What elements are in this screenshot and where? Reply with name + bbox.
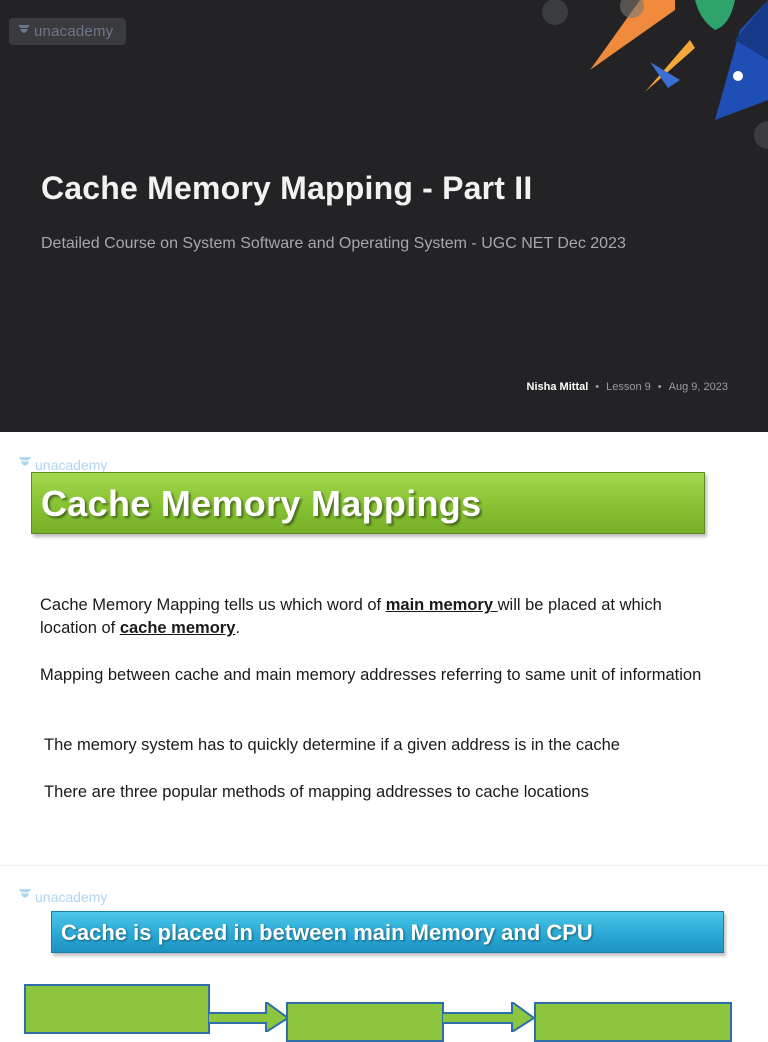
- separator-dot: •: [657, 381, 662, 393]
- paragraph-memory-system: The memory system has to quickly determine if a given address is in the cache: [44, 736, 620, 754]
- lesson-number: Lesson 9: [606, 381, 651, 393]
- paragraph-three-methods: There are three popular methods of mapping addresses to cache locations: [44, 783, 589, 801]
- slide-cache-placement: [0, 865, 768, 1024]
- course-subtitle: Detailed Course on System Software and Operating System - UGC NET Dec 2023: [41, 235, 626, 252]
- lesson-date: Aug 9, 2023: [668, 381, 728, 393]
- lesson-title: Cache Memory Mapping - Part II: [41, 170, 533, 206]
- slide-heading: Cache Memory Mappings: [41, 483, 482, 524]
- diagram-block-main-memory: [24, 984, 210, 1034]
- text-run: Cache Memory Mapping tells us which word of: [40, 596, 386, 614]
- paragraph-mapping: Mapping between cache and main memory addresses referring to same unit of information: [40, 666, 702, 684]
- diagram-block-cache: [286, 1002, 444, 1042]
- unacademy-watermark: [17, 888, 107, 905]
- watermark-text: unacademy: [35, 456, 108, 473]
- term-cache-memory: cache memory: [119, 619, 236, 637]
- paragraph-definition: [40, 594, 720, 640]
- text-run: .: [235, 619, 240, 637]
- arrow-right-icon: [208, 1002, 290, 1032]
- separator-dot: •: [595, 381, 600, 393]
- unacademy-logo-icon: [17, 456, 33, 473]
- unacademy-logo-icon: [17, 888, 33, 905]
- term-main-memory: main memory: [385, 596, 498, 614]
- heading-banner: [51, 911, 724, 953]
- diagram-block-cpu: [534, 1002, 732, 1042]
- text-run: will be placed at which location of: [40, 596, 662, 637]
- slide-heading: Cache is placed in between main Memory and CPU: [61, 920, 593, 945]
- unacademy-logo: [9, 18, 126, 45]
- lesson-meta: [527, 381, 728, 393]
- arrow-right-icon: [442, 1002, 536, 1032]
- title-slide: [0, 0, 768, 432]
- author-name: Nisha Mittal: [526, 381, 589, 393]
- unacademy-logo-icon: [17, 22, 31, 41]
- slide-cache-memory-mappings: [0, 432, 768, 864]
- watermark-text: unacademy: [35, 888, 108, 905]
- unacademy-watermark: [17, 456, 107, 473]
- decorative-shapes: [530, 0, 768, 150]
- logo-text: unacademy: [34, 23, 114, 40]
- heading-banner: [31, 472, 705, 534]
